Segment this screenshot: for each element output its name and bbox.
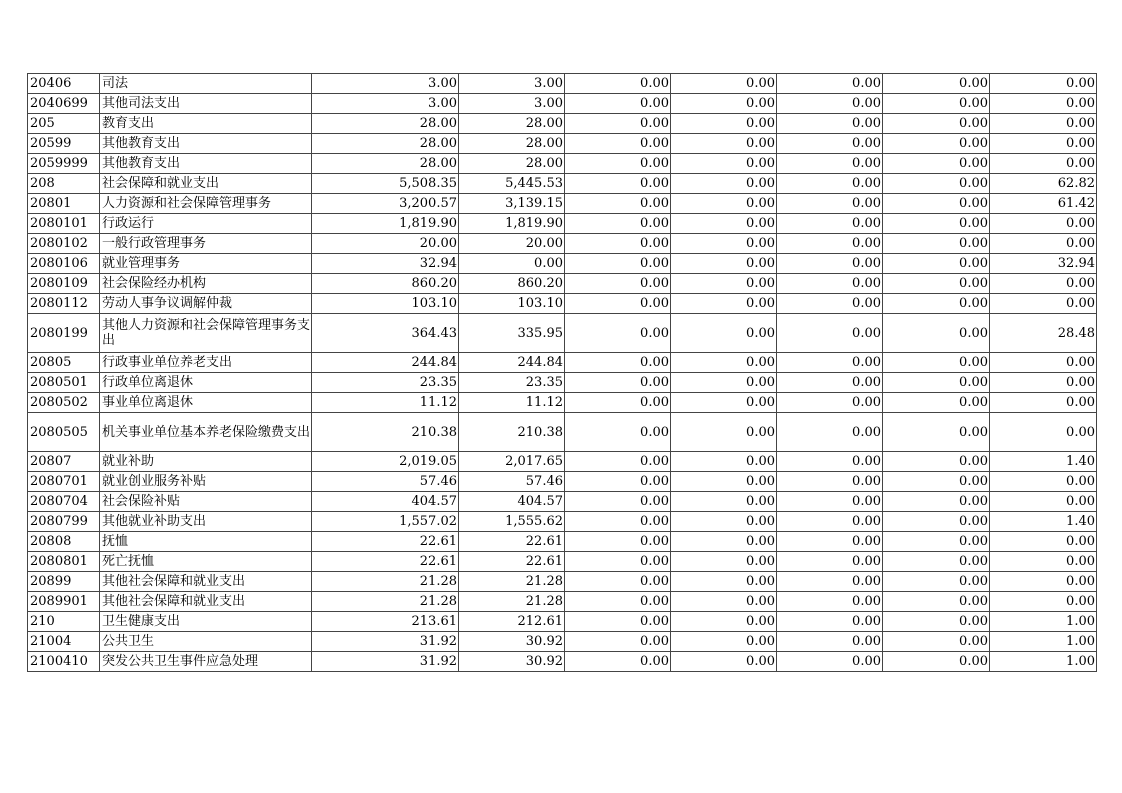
amount-cell: 0.00 [990, 472, 1097, 492]
amount-cell: 0.00 [777, 254, 883, 274]
amount-cell: 0.00 [671, 413, 777, 452]
amount-cell: 0.00 [990, 552, 1097, 572]
amount-cell: 0.00 [565, 174, 671, 194]
amount-cell: 0.00 [777, 552, 883, 572]
amount-cell: 2,019.05 [312, 452, 459, 472]
amount-cell: 0.00 [990, 532, 1097, 552]
subject-name-cell: 司法 [100, 74, 312, 94]
subject-name-cell: 死亡抚恤 [100, 552, 312, 572]
amount-cell: 61.42 [990, 194, 1097, 214]
subject-name-cell: 其他教育支出 [100, 154, 312, 174]
table-row [28, 492, 1097, 512]
amount-cell: 404.57 [312, 492, 459, 512]
amount-cell: 0.00 [671, 572, 777, 592]
amount-cell: 0.00 [671, 552, 777, 572]
amount-cell: 0.00 [565, 353, 671, 373]
subject-name-cell: 其他就业补助支出 [100, 512, 312, 532]
amount-cell: 0.00 [777, 134, 883, 154]
amount-cell: 0.00 [671, 294, 777, 314]
subject-name-cell: 事业单位离退休 [100, 393, 312, 413]
table-row [28, 154, 1097, 174]
amount-cell: 0.00 [883, 174, 990, 194]
amount-cell: 0.00 [565, 572, 671, 592]
amount-cell: 0.00 [565, 294, 671, 314]
amount-cell: 1,819.90 [312, 214, 459, 234]
amount-cell: 0.00 [883, 492, 990, 512]
subject-name-cell: 就业管理事务 [100, 254, 312, 274]
amount-cell: 0.00 [671, 353, 777, 373]
amount-cell: 364.43 [312, 314, 459, 353]
amount-cell: 0.00 [565, 612, 671, 632]
table-row [28, 353, 1097, 373]
subject-code-cell: 2080799 [28, 512, 100, 532]
amount-cell: 0.00 [883, 592, 990, 612]
amount-cell: 404.57 [459, 492, 565, 512]
amount-cell: 0.00 [990, 94, 1097, 114]
amount-cell: 1,555.62 [459, 512, 565, 532]
amount-cell: 0.00 [883, 652, 990, 672]
amount-cell: 0.00 [565, 492, 671, 512]
amount-cell: 0.00 [671, 452, 777, 472]
subject-code-cell: 20808 [28, 532, 100, 552]
table-row [28, 194, 1097, 214]
subject-name-cell: 行政事业单位养老支出 [100, 353, 312, 373]
amount-cell: 0.00 [883, 74, 990, 94]
amount-cell: 103.10 [312, 294, 459, 314]
amount-cell: 22.61 [312, 532, 459, 552]
table-row [28, 314, 1097, 353]
amount-cell: 0.00 [883, 552, 990, 572]
amount-cell: 0.00 [777, 214, 883, 234]
amount-cell: 22.61 [459, 532, 565, 552]
amount-cell: 3.00 [459, 94, 565, 114]
subject-name-cell: 就业创业服务补贴 [100, 472, 312, 492]
subject-code-cell: 20807 [28, 452, 100, 472]
amount-cell: 210.38 [312, 413, 459, 452]
amount-cell: 20.00 [459, 234, 565, 254]
amount-cell: 212.61 [459, 612, 565, 632]
subject-name-cell: 行政运行 [100, 214, 312, 234]
subject-code-cell: 20899 [28, 572, 100, 592]
amount-cell: 11.12 [459, 393, 565, 413]
amount-cell: 0.00 [883, 512, 990, 532]
amount-cell: 0.00 [671, 254, 777, 274]
amount-cell: 0.00 [883, 532, 990, 552]
amount-cell: 0.00 [777, 592, 883, 612]
subject-name-cell: 教育支出 [100, 114, 312, 134]
amount-cell: 0.00 [990, 592, 1097, 612]
amount-cell: 0.00 [777, 572, 883, 592]
amount-cell: 0.00 [883, 194, 990, 214]
amount-cell: 0.00 [671, 274, 777, 294]
subject-code-cell: 21004 [28, 632, 100, 652]
subject-name-cell: 其他司法支出 [100, 94, 312, 114]
table-row [28, 592, 1097, 612]
amount-cell: 0.00 [565, 512, 671, 532]
amount-cell: 0.00 [883, 274, 990, 294]
amount-cell: 0.00 [565, 254, 671, 274]
amount-cell: 57.46 [312, 472, 459, 492]
amount-cell: 0.00 [565, 214, 671, 234]
budget-table-container [27, 73, 1096, 672]
subject-name-cell: 公共卫生 [100, 632, 312, 652]
subject-code-cell: 20801 [28, 194, 100, 214]
subject-code-cell: 2080501 [28, 373, 100, 393]
table-row [28, 373, 1097, 393]
table-row [28, 274, 1097, 294]
subject-code-cell: 2080109 [28, 274, 100, 294]
table-row [28, 413, 1097, 452]
amount-cell: 28.00 [459, 154, 565, 174]
amount-cell: 28.00 [312, 134, 459, 154]
amount-cell: 5,445.53 [459, 174, 565, 194]
amount-cell: 0.00 [883, 572, 990, 592]
amount-cell: 0.00 [883, 472, 990, 492]
amount-cell: 0.00 [565, 134, 671, 154]
table-row [28, 632, 1097, 652]
amount-cell: 0.00 [777, 274, 883, 294]
amount-cell: 28.00 [312, 114, 459, 134]
subject-code-cell: 20406 [28, 74, 100, 94]
amount-cell: 2,017.65 [459, 452, 565, 472]
amount-cell: 0.00 [671, 652, 777, 672]
subject-code-cell: 210 [28, 612, 100, 632]
amount-cell: 860.20 [312, 274, 459, 294]
amount-cell: 0.00 [883, 413, 990, 452]
amount-cell: 0.00 [777, 652, 883, 672]
amount-cell: 0.00 [883, 234, 990, 254]
table-row [28, 393, 1097, 413]
amount-cell: 0.00 [777, 632, 883, 652]
amount-cell: 0.00 [565, 373, 671, 393]
amount-cell: 0.00 [565, 114, 671, 134]
amount-cell: 32.94 [312, 254, 459, 274]
table-row [28, 254, 1097, 274]
amount-cell: 0.00 [671, 314, 777, 353]
amount-cell: 0.00 [777, 612, 883, 632]
amount-cell: 0.00 [565, 472, 671, 492]
subject-code-cell: 2080101 [28, 214, 100, 234]
amount-cell: 0.00 [565, 194, 671, 214]
amount-cell: 0.00 [883, 114, 990, 134]
subject-name-cell: 其他社会保障和就业支出 [100, 592, 312, 612]
amount-cell: 62.82 [990, 174, 1097, 194]
subject-code-cell: 2059999 [28, 154, 100, 174]
subject-name-cell: 突发公共卫生事件应急处理 [100, 652, 312, 672]
table-row [28, 174, 1097, 194]
amount-cell: 1.00 [990, 652, 1097, 672]
amount-cell: 335.95 [459, 314, 565, 353]
amount-cell: 0.00 [671, 472, 777, 492]
subject-name-cell: 就业补助 [100, 452, 312, 472]
amount-cell: 0.00 [990, 134, 1097, 154]
amount-cell: 0.00 [565, 234, 671, 254]
amount-cell: 28.00 [459, 134, 565, 154]
amount-cell: 0.00 [565, 314, 671, 353]
amount-cell: 0.00 [671, 194, 777, 214]
amount-cell: 31.92 [312, 652, 459, 672]
amount-cell: 3.00 [312, 94, 459, 114]
amount-cell: 0.00 [671, 134, 777, 154]
amount-cell: 244.84 [459, 353, 565, 373]
amount-cell: 0.00 [777, 373, 883, 393]
amount-cell: 1.40 [990, 512, 1097, 532]
amount-cell: 1.00 [990, 632, 1097, 652]
table-row [28, 294, 1097, 314]
amount-cell: 0.00 [671, 632, 777, 652]
amount-cell: 0.00 [990, 294, 1097, 314]
amount-cell: 0.00 [777, 94, 883, 114]
amount-cell: 213.61 [312, 612, 459, 632]
subject-code-cell: 208 [28, 174, 100, 194]
amount-cell: 0.00 [777, 294, 883, 314]
amount-cell: 0.00 [777, 74, 883, 94]
table-row [28, 472, 1097, 492]
amount-cell: 0.00 [883, 134, 990, 154]
amount-cell: 21.28 [312, 592, 459, 612]
amount-cell: 0.00 [990, 393, 1097, 413]
amount-cell: 0.00 [671, 234, 777, 254]
table-row [28, 532, 1097, 552]
amount-cell: 0.00 [990, 353, 1097, 373]
amount-cell: 0.00 [990, 373, 1097, 393]
subject-code-cell: 2080106 [28, 254, 100, 274]
amount-cell: 0.00 [565, 592, 671, 612]
amount-cell: 0.00 [777, 532, 883, 552]
amount-cell: 0.00 [777, 353, 883, 373]
amount-cell: 30.92 [459, 652, 565, 672]
amount-cell: 11.12 [312, 393, 459, 413]
amount-cell: 0.00 [990, 492, 1097, 512]
amount-cell: 0.00 [671, 393, 777, 413]
amount-cell: 21.28 [459, 592, 565, 612]
amount-cell: 0.00 [671, 174, 777, 194]
subject-code-cell: 2080112 [28, 294, 100, 314]
amount-cell: 22.61 [312, 552, 459, 572]
subject-name-cell: 劳动人事争议调解仲裁 [100, 294, 312, 314]
amount-cell: 0.00 [565, 552, 671, 572]
table-row [28, 214, 1097, 234]
amount-cell: 0.00 [565, 452, 671, 472]
table-row [28, 512, 1097, 532]
amount-cell: 3,139.15 [459, 194, 565, 214]
subject-name-cell: 机关事业单位基本养老保险缴费支出 [100, 413, 312, 452]
table-row [28, 552, 1097, 572]
subject-name-cell: 社会保险经办机构 [100, 274, 312, 294]
amount-cell: 0.00 [565, 413, 671, 452]
amount-cell: 28.00 [459, 114, 565, 134]
amount-cell: 0.00 [883, 154, 990, 174]
subject-code-cell: 2080102 [28, 234, 100, 254]
subject-code-cell: 2080199 [28, 314, 100, 353]
amount-cell: 0.00 [777, 174, 883, 194]
amount-cell: 5,508.35 [312, 174, 459, 194]
amount-cell: 22.61 [459, 552, 565, 572]
subject-code-cell: 2080701 [28, 472, 100, 492]
amount-cell: 0.00 [883, 612, 990, 632]
amount-cell: 0.00 [671, 373, 777, 393]
subject-name-cell: 其他社会保障和就业支出 [100, 572, 312, 592]
amount-cell: 28.00 [312, 154, 459, 174]
amount-cell: 57.46 [459, 472, 565, 492]
table-row [28, 114, 1097, 134]
subject-code-cell: 20805 [28, 353, 100, 373]
amount-cell: 0.00 [565, 74, 671, 94]
amount-cell: 0.00 [990, 274, 1097, 294]
amount-cell: 0.00 [671, 154, 777, 174]
amount-cell: 0.00 [777, 452, 883, 472]
amount-cell: 1,557.02 [312, 512, 459, 532]
amount-cell: 0.00 [777, 314, 883, 353]
subject-name-cell: 社会保障和就业支出 [100, 174, 312, 194]
amount-cell: 0.00 [565, 393, 671, 413]
amount-cell: 0.00 [565, 154, 671, 174]
amount-cell: 0.00 [671, 592, 777, 612]
amount-cell: 103.10 [459, 294, 565, 314]
amount-cell: 1.00 [990, 612, 1097, 632]
amount-cell: 0.00 [459, 254, 565, 274]
amount-cell: 20.00 [312, 234, 459, 254]
subject-code-cell: 2080801 [28, 552, 100, 572]
amount-cell: 0.00 [671, 612, 777, 632]
amount-cell: 21.28 [459, 572, 565, 592]
amount-cell: 0.00 [777, 114, 883, 134]
amount-cell: 0.00 [883, 94, 990, 114]
amount-cell: 3,200.57 [312, 194, 459, 214]
amount-cell: 0.00 [883, 353, 990, 373]
amount-cell: 0.00 [777, 234, 883, 254]
amount-cell: 28.48 [990, 314, 1097, 353]
amount-cell: 0.00 [990, 74, 1097, 94]
budget-expenditure-table [27, 73, 1097, 672]
amount-cell: 0.00 [990, 572, 1097, 592]
table-row [28, 652, 1097, 672]
amount-cell: 0.00 [671, 114, 777, 134]
amount-cell: 0.00 [883, 214, 990, 234]
subject-name-cell: 其他人力资源和社会保障管理事务支出 [100, 314, 312, 353]
subject-name-cell: 人力资源和社会保障管理事务 [100, 194, 312, 214]
table-row [28, 572, 1097, 592]
subject-name-cell: 行政单位离退休 [100, 373, 312, 393]
amount-cell: 32.94 [990, 254, 1097, 274]
amount-cell: 0.00 [777, 472, 883, 492]
subject-name-cell: 社会保险补贴 [100, 492, 312, 512]
amount-cell: 3.00 [312, 74, 459, 94]
amount-cell: 0.00 [777, 154, 883, 174]
amount-cell: 30.92 [459, 632, 565, 652]
amount-cell: 0.00 [990, 114, 1097, 134]
amount-cell: 0.00 [990, 154, 1097, 174]
amount-cell: 0.00 [883, 254, 990, 274]
table-row [28, 452, 1097, 472]
amount-cell: 0.00 [565, 652, 671, 672]
table-row [28, 74, 1097, 94]
amount-cell: 23.35 [459, 373, 565, 393]
amount-cell: 0.00 [671, 94, 777, 114]
amount-cell: 31.92 [312, 632, 459, 652]
amount-cell: 21.28 [312, 572, 459, 592]
amount-cell: 23.35 [312, 373, 459, 393]
table-row [28, 234, 1097, 254]
subject-code-cell: 2080502 [28, 393, 100, 413]
amount-cell: 244.84 [312, 353, 459, 373]
amount-cell: 0.00 [777, 194, 883, 214]
amount-cell: 0.00 [777, 413, 883, 452]
subject-name-cell: 卫生健康支出 [100, 612, 312, 632]
amount-cell: 3.00 [459, 74, 565, 94]
amount-cell: 1.40 [990, 452, 1097, 472]
amount-cell: 0.00 [565, 94, 671, 114]
amount-cell: 0.00 [777, 393, 883, 413]
table-row [28, 612, 1097, 632]
amount-cell: 0.00 [883, 373, 990, 393]
subject-name-cell: 抚恤 [100, 532, 312, 552]
amount-cell: 0.00 [883, 314, 990, 353]
amount-cell: 0.00 [671, 512, 777, 532]
subject-code-cell: 2100410 [28, 652, 100, 672]
amount-cell: 0.00 [777, 492, 883, 512]
table-row [28, 134, 1097, 154]
amount-cell: 860.20 [459, 274, 565, 294]
table-body [28, 74, 1097, 672]
subject-code-cell: 2080704 [28, 492, 100, 512]
subject-code-cell: 2040699 [28, 94, 100, 114]
amount-cell: 0.00 [565, 532, 671, 552]
amount-cell: 0.00 [671, 214, 777, 234]
subject-name-cell: 一般行政管理事务 [100, 234, 312, 254]
amount-cell: 1,819.90 [459, 214, 565, 234]
amount-cell: 0.00 [777, 512, 883, 532]
amount-cell: 0.00 [990, 214, 1097, 234]
subject-code-cell: 2089901 [28, 592, 100, 612]
amount-cell: 0.00 [883, 294, 990, 314]
table-row [28, 94, 1097, 114]
amount-cell: 0.00 [565, 274, 671, 294]
amount-cell: 0.00 [671, 492, 777, 512]
amount-cell: 0.00 [990, 234, 1097, 254]
subject-code-cell: 20599 [28, 134, 100, 154]
amount-cell: 0.00 [883, 632, 990, 652]
amount-cell: 210.38 [459, 413, 565, 452]
amount-cell: 0.00 [671, 74, 777, 94]
amount-cell: 0.00 [565, 632, 671, 652]
amount-cell: 0.00 [883, 452, 990, 472]
subject-code-cell: 2080505 [28, 413, 100, 452]
amount-cell: 0.00 [883, 393, 990, 413]
subject-code-cell: 205 [28, 114, 100, 134]
amount-cell: 0.00 [990, 413, 1097, 452]
amount-cell: 0.00 [671, 532, 777, 552]
subject-name-cell: 其他教育支出 [100, 134, 312, 154]
